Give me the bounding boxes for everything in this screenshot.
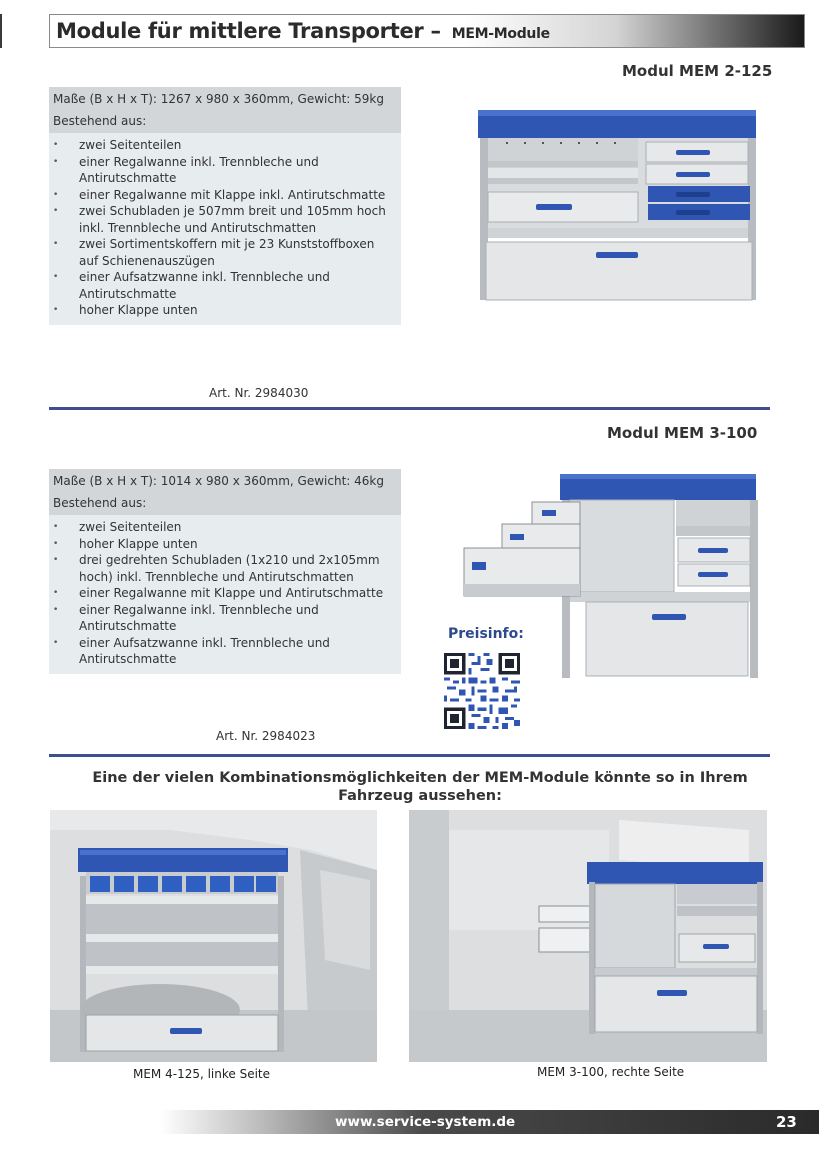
list-item: • zwei Sortimentskoffern mit je 23 Kunststoffboxen auf Schienenauszügen bbox=[53, 236, 397, 269]
module2-items-list bbox=[49, 515, 401, 674]
page-header bbox=[49, 14, 805, 48]
van-photo-right bbox=[409, 810, 767, 1062]
module2-spec-box bbox=[49, 469, 401, 674]
module1-dimensions: Maße (B x H x T): 1267 x 980 x 360mm, Gewicht: 59kg bbox=[49, 87, 401, 112]
module1-product-image bbox=[476, 106, 760, 304]
module2-consists-of: Bestehend aus: bbox=[49, 494, 401, 515]
module2-title: Modul MEM 3-100 bbox=[607, 424, 758, 442]
list-item: • zwei Seitenteilen bbox=[53, 137, 397, 154]
section-divider bbox=[49, 754, 770, 757]
page-number: 23 bbox=[776, 1113, 797, 1131]
module2-dimensions: Maße (B x H x T): 1014 x 980 x 360mm, Gewicht: 46kg bbox=[49, 469, 401, 494]
left-margin-mark bbox=[0, 14, 2, 48]
module2-art-nr: Art. Nr. 2984023 bbox=[216, 729, 316, 743]
page-subtitle: MEM-Module bbox=[451, 26, 550, 42]
list-item: • einer Regalwanne mit Klappe inkl. Antirutschmatte bbox=[53, 187, 397, 204]
list-item: • hoher Klappe unten bbox=[53, 536, 397, 553]
list-item: • zwei Schubladen je 507mm breit und 105mm hoch inkl. Trennbleche und Antirutschmatten bbox=[53, 203, 397, 236]
list-item: • zwei Seitenteilen bbox=[53, 519, 397, 536]
left-photo-caption: MEM 4-125, linke Seite bbox=[133, 1067, 271, 1081]
list-item: • hoher Klappe unten bbox=[53, 302, 397, 319]
qr-code[interactable] bbox=[444, 653, 520, 729]
page-title: Module für mittlere Transporter – MEM-Module bbox=[56, 19, 550, 43]
footer-url[interactable]: www.service-system.de bbox=[335, 1114, 516, 1130]
right-photo-caption: MEM 3-100, rechte Seite bbox=[537, 1065, 685, 1079]
combination-caption: Eine der vielen Kombinationsmöglichkeiten der MEM-Module könnte so in Ihrem Fahrzeug aussehen: bbox=[92, 770, 748, 804]
module1-consists-of: Bestehend aus: bbox=[49, 112, 401, 133]
module1-items-list bbox=[49, 133, 401, 325]
van-photo-left bbox=[50, 810, 377, 1062]
list-item: • drei gedrehten Schubladen (1x210 und 2x105mm hoch) inkl. Trennbleche und Antirutschmatten bbox=[53, 552, 397, 585]
list-item: • einer Aufsatzwanne inkl. Trennbleche und Antirutschmatte bbox=[53, 635, 397, 668]
list-item: • einer Regalwanne inkl. Trennbleche und Antirutschmatte bbox=[53, 154, 397, 187]
list-item: • einer Regalwanne inkl. Trennbleche und Antirutschmatte bbox=[53, 602, 397, 635]
price-info-label: Preisinfo: bbox=[448, 626, 524, 642]
list-item: • einer Aufsatzwanne inkl. Trennbleche und Antirutschmatte bbox=[53, 269, 397, 302]
list-item: • einer Regalwanne mit Klappe und Antirutschmatte bbox=[53, 585, 397, 602]
section-divider bbox=[49, 407, 770, 410]
module1-spec-box bbox=[49, 87, 401, 325]
module1-title: Modul MEM 2-125 bbox=[622, 62, 773, 80]
module1-art-nr: Art. Nr. 2984030 bbox=[209, 386, 309, 400]
